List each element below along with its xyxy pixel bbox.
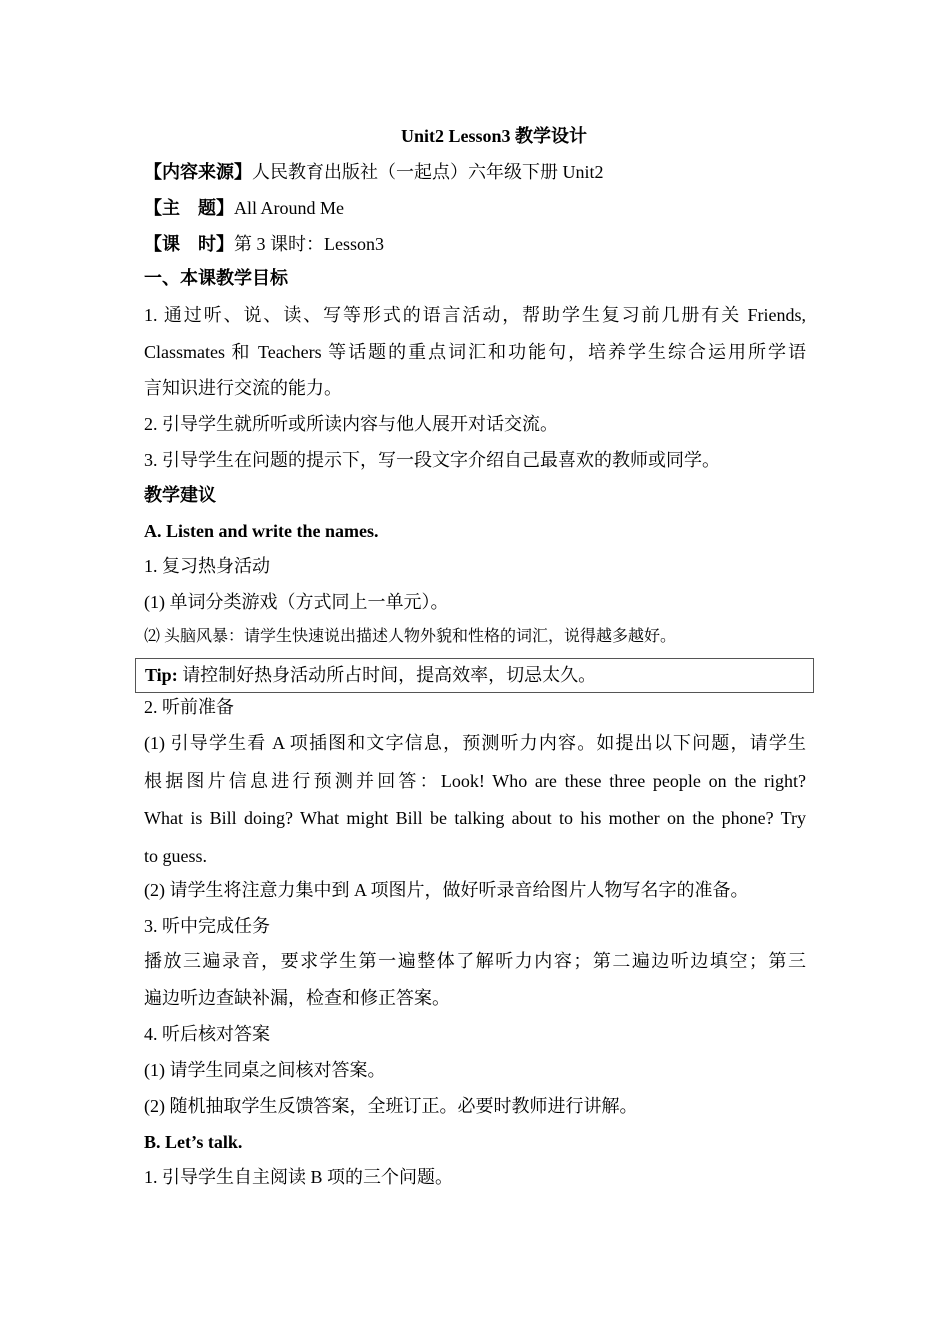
part-a-step-2-a-line-2: 根据图片信息进行预测并回答：Look! Who are these three people on the right? xyxy=(144,771,806,791)
objective-1-line-2: Classmates 和 Teachers 等话题的重点词汇和功能句，培养学生综合运用所学语 xyxy=(144,342,806,362)
section-heading-advice: 教学建议 xyxy=(144,485,216,505)
meta-topic xyxy=(144,196,344,220)
meta-period-label: 【课 时】 xyxy=(144,234,234,254)
section-heading-objectives: 一、本课教学目标 xyxy=(144,268,288,288)
part-a-step-1-b: ⑵ 头脑风暴：请学生快速说出描述人物外貌和性格的词汇，说得越多越好。 xyxy=(144,628,677,645)
tip-content: 请控制好热身活动所占时间，提高效率，切忌太久。 xyxy=(177,665,597,685)
part-a-step-3: 3. 听中完成任务 xyxy=(144,916,270,936)
part-b-heading: B. Let’s talk. xyxy=(144,1132,243,1152)
part-a-step-3-line-1: 播放三遍录音，要求学生第一遍整体了解听力内容；第二遍边听边填空；第三 xyxy=(144,951,806,971)
meta-period xyxy=(144,232,384,256)
part-a-step-1-a: (1) 单词分类游戏（方式同上一单元）。 xyxy=(144,592,449,612)
objective-1-line-1: 1. 通过听、说、读、写等形式的语言活动，帮助学生复习前几册有关 Friends, xyxy=(144,305,806,325)
meta-source-label: 【内容来源】 xyxy=(144,162,252,182)
meta-topic-label: 【主 题】 xyxy=(144,198,234,218)
tip-box xyxy=(135,658,814,693)
part-b-step-1: 1. 引导学生自主阅读 B 项的三个问题。 xyxy=(144,1167,454,1187)
part-a-step-4: 4. 听后核对答案 xyxy=(144,1024,270,1044)
part-a-step-2-b: (2) 请学生将注意力集中到 A 项图片，做好听录音给图片人物写名字的准备。 xyxy=(144,880,749,900)
objective-1-line-3: 言知识进行交流的能力。 xyxy=(144,378,342,398)
meta-period-value: 第 3 课时：Lesson3 xyxy=(234,234,384,254)
objective-3: 3. 引导学生在问题的提示下，写一段文字介绍自己最喜欢的教师或同学。 xyxy=(144,450,720,470)
part-a-step-2-a-line-1: (1) 引导学生看 A 项插图和文字信息，预测听力内容。如提出以下问题，请学生 xyxy=(144,733,806,753)
tip-label: Tip: xyxy=(145,665,178,685)
part-a-heading: A. Listen and write the names. xyxy=(144,521,379,541)
meta-source-value: 人民教育出版社（一起点）六年级下册 Unit2 xyxy=(252,162,604,182)
meta-source xyxy=(144,160,604,184)
part-a-step-1: 1. 复习热身活动 xyxy=(144,556,270,576)
part-a-step-2-a-line-3: What is Bill doing? What might Bill be talking about to his mother on the phone? Try xyxy=(144,808,806,828)
part-a-step-4-b: (2) 随机抽取学生反馈答案，全班订正。必要时教师进行讲解。 xyxy=(144,1096,638,1116)
part-a-step-2-a-line-4: to guess. xyxy=(144,846,207,866)
part-a-step-2: 2. 听前准备 xyxy=(144,697,234,717)
part-a-step-4-a: (1) 请学生同桌之间核对答案。 xyxy=(144,1060,386,1080)
part-a-step-3-line-2: 遍边听边查缺补漏，检查和修正答案。 xyxy=(144,988,450,1008)
objective-2: 2. 引导学生就所听或所读内容与他人展开对话交流。 xyxy=(144,414,558,434)
tip-text xyxy=(145,660,596,690)
meta-topic-value: All Around Me xyxy=(234,198,344,218)
document-title: Unit2 Lesson3 教学设计 xyxy=(400,126,588,146)
